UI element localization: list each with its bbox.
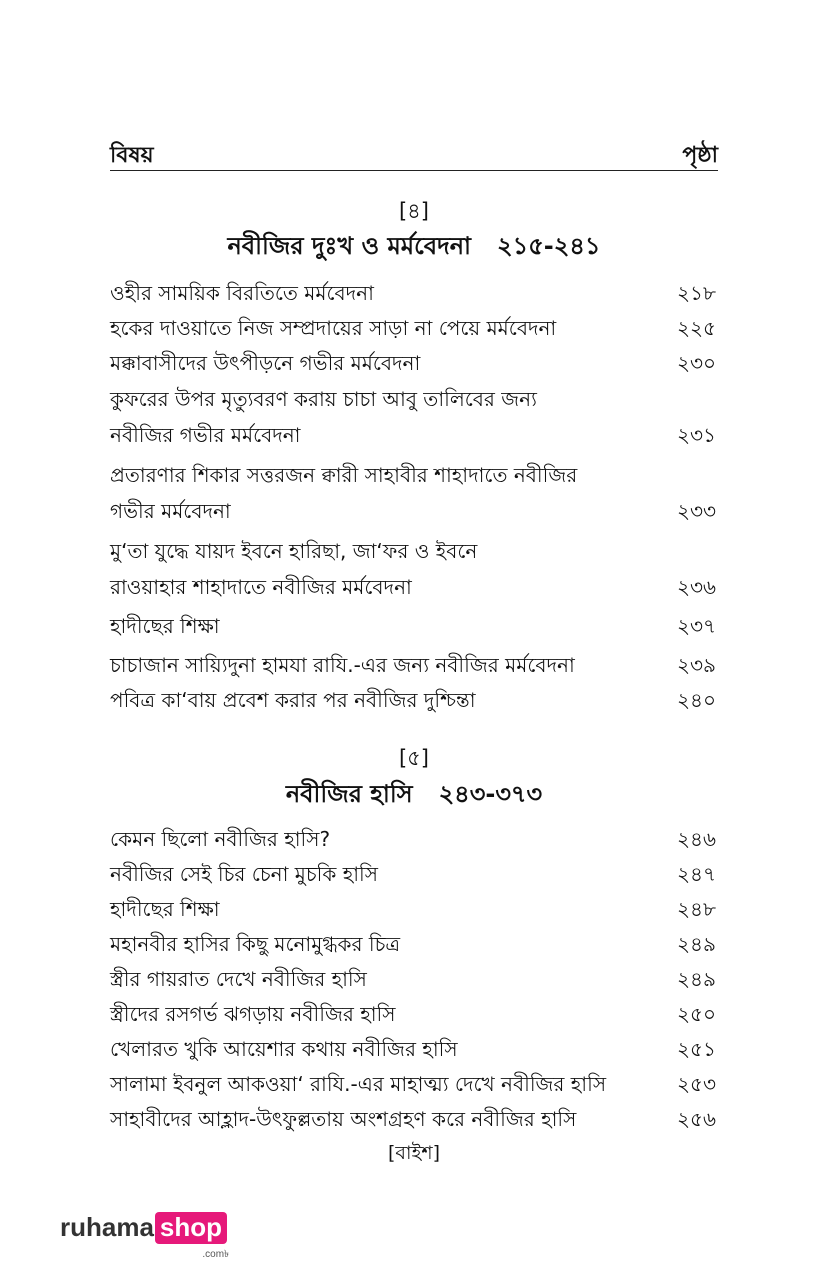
section-4-range: ২১৫-২৪১: [497, 232, 601, 260]
entry-title-line-2: নবীজির গভীর মর্মবেদনা: [110, 423, 301, 447]
toc-entry[interactable]: [110, 822, 718, 857]
entry-title: হাদীছের শিক্ষা: [110, 614, 220, 638]
section-4-heading: [110, 228, 718, 268]
logo-brand-text: ruhama: [60, 1212, 154, 1242]
toc-entry[interactable]: [110, 311, 718, 346]
entry-title-line-2: গভীর মর্মবেদনা: [110, 499, 231, 523]
logo-shop-badge: shop: [155, 1212, 227, 1244]
section-5-title: নবীজির হাসি: [285, 780, 413, 808]
entry-page: ২২৫: [677, 316, 716, 340]
section-4-title: নবীজির দুঃখ ও মর্মবেদনা: [227, 232, 472, 260]
toc-header: [110, 138, 718, 171]
entry-page: ২৩০: [676, 351, 716, 375]
entry-page: ২৪৬: [677, 827, 716, 851]
subject-column-label: বিষয়: [110, 143, 154, 168]
toc-page: [110, 0, 718, 1275]
entry-title-line-1: কুফরের উপর মৃত্যুবরণ করায় চাচা আবু তালিবের জন্য: [110, 387, 537, 411]
toc-entry[interactable]: [110, 1032, 718, 1067]
toc-entry[interactable]: [110, 1067, 718, 1102]
toc-entry[interactable]: [110, 609, 718, 644]
toc-entry[interactable]: [110, 648, 718, 683]
section-5-entries: [110, 822, 718, 1137]
toc-entry[interactable]: [110, 457, 718, 529]
entry-page: ২৩৩: [676, 499, 716, 523]
toc-entry[interactable]: [110, 381, 718, 453]
toc-entry[interactable]: [110, 962, 718, 997]
entry-page: ২৩১: [677, 423, 716, 447]
section-5-heading: [110, 776, 718, 816]
section-5-range: ২৪৩-৩৭৩: [438, 780, 543, 808]
entry-page: ২৫১: [677, 1037, 716, 1061]
toc-entry[interactable]: [110, 683, 718, 718]
entry-title: ওহীর সাময়িক বিরতিতে মর্মবেদনা: [110, 281, 374, 305]
section-5-number: [৫]: [398, 746, 429, 770]
toc-entry[interactable]: [110, 276, 718, 311]
ruhamashop-logo: [60, 1212, 230, 1260]
toc-entry[interactable]: [110, 1102, 718, 1137]
entry-page: ২১৮: [677, 281, 716, 305]
entry-page: ২৪৮: [677, 897, 716, 921]
entry-title-line-2: রাওয়াহার শাহাদাতে নবীজির মর্মবেদনা: [110, 575, 412, 599]
entry-page: ২৪৭: [677, 862, 716, 886]
entry-title: মহানবীর হাসির কিছু মনোমুগ্ধকর চিত্র: [110, 932, 401, 956]
entry-title: পবিত্র কা‘বায় প্রবেশ করার পর নবীজির দুশ্চিন্তা: [110, 688, 476, 712]
page-column-label: পৃষ্ঠা: [682, 143, 718, 168]
entry-title: স্ত্রীর গায়রাত দেখে নবীজির হাসি: [110, 967, 367, 991]
entry-title: হাদীছের শিক্ষা: [110, 897, 220, 921]
section-4-entries: [110, 276, 718, 718]
entry-page: ২৪৯: [677, 932, 716, 956]
entry-title: নবীজির সেই চির চেনা মুচকি হাসি: [110, 862, 378, 886]
entry-page: ২৩৭: [676, 614, 716, 638]
entry-title: মক্কাবাসীদের উৎপীড়নে গভীর মর্মবেদনা: [110, 351, 421, 375]
toc-entry[interactable]: [110, 857, 718, 892]
logo-domain-text: .com৳: [202, 1249, 230, 1260]
entry-page: ২৪৯: [677, 967, 716, 991]
toc-entry[interactable]: [110, 927, 718, 962]
entry-title: চাচাজান সায়্যিদুনা হামযা রাযি.-এর জন্য নবীজির মর্মবেদনা: [110, 653, 575, 677]
toc-entry[interactable]: [110, 346, 718, 381]
toc-entry[interactable]: [110, 533, 718, 605]
entry-title: কেমন ছিলো নবীজির হাসি?: [110, 827, 331, 851]
entry-title: সাহাবীদের আহ্লাদ-উৎফুল্লতায় অংশগ্রহণ করে নবীজির হাসি: [110, 1107, 577, 1131]
entry-page: ২৩৬: [676, 575, 716, 599]
entry-page: ২৫০: [677, 1002, 716, 1026]
toc-entry[interactable]: [110, 997, 718, 1032]
entry-title: সালামা ইবনুল আকওয়া‘ রাযি.-এর মাহাত্ম্য দেখে নবীজির হাসি: [110, 1072, 607, 1096]
entry-title: হকের দাওয়াতে নিজ সম্প্রদায়ের সাড়া না পেয়ে মর্মবেদনা: [110, 316, 557, 340]
page-number-footer: [বাইশ]: [387, 1142, 441, 1164]
entry-page: ২৫৩: [677, 1072, 716, 1096]
entry-title: স্ত্রীদের রসগর্ভ ঝগড়ায় নবীজির হাসি: [110, 1002, 396, 1026]
entry-page: ২৩৯: [677, 653, 716, 677]
section-4-number: [৪]: [398, 199, 429, 223]
entry-page: ২৫৬: [677, 1107, 716, 1131]
toc-entry[interactable]: [110, 892, 718, 927]
entry-title: খেলারত খুকি আয়েশার কথায় নবীজির হাসি: [110, 1037, 458, 1061]
entry-page: ২৪০: [677, 688, 716, 712]
entry-title-line-1: মু‘তা যুদ্ধে যায়দ ইবনে হারিছা, জা‘ফর ও ইবনে: [110, 539, 478, 563]
entry-title-line-1: প্রতারণার শিকার সত্তরজন ক্বারী সাহাবীর শাহাদাতে নবীজির: [110, 463, 578, 487]
